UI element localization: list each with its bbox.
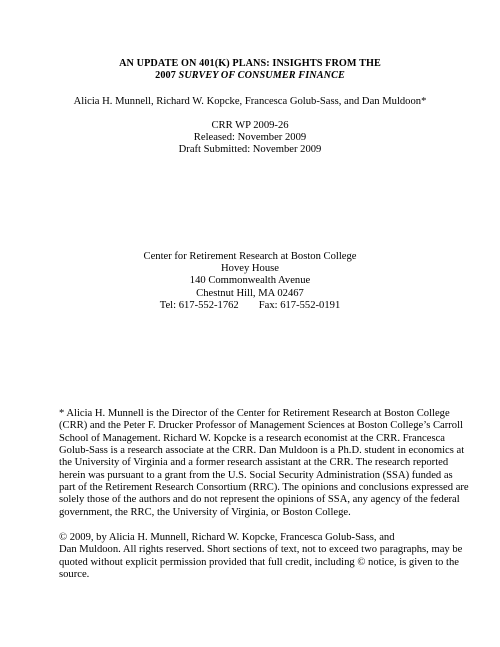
working-paper-number: CRR WP 2009-26 xyxy=(211,120,289,131)
title-line-2 xyxy=(0,70,500,82)
title-survey-name: SURVEY OF CONSUMER FINANCE xyxy=(178,70,345,81)
fax: Fax: 617-552-0191 xyxy=(258,299,341,311)
paper-title xyxy=(0,58,500,82)
footnote-line: government, the RRC, the University of Virginia, or Boston College. xyxy=(59,506,351,518)
footnote-line: herein was pursuant to a grant from the U.S. Social Security Administration (SSA) funded as xyxy=(59,469,453,481)
paper-metadata xyxy=(0,120,500,157)
copyright-line: © 2009, by Alicia H. Munnell, Richard W. Kopcke, Francesca Golub-Sass, and xyxy=(59,532,395,543)
title-line-1: AN UPDATE ON 401(K) PLANS: INSIGHTS FROM THE xyxy=(119,58,381,69)
city-state-zip: Chestnut Hill, MA 02467 xyxy=(196,287,304,299)
contact-numbers xyxy=(0,300,500,312)
author-footnote xyxy=(59,408,469,519)
footnote-line: part of the Retirement Research Consortium (RRC). The opinions and conclusions expressed are xyxy=(59,482,469,494)
copyright-notice xyxy=(59,532,463,581)
institution-name: Center for Retirement Research at Boston College xyxy=(143,251,357,262)
street-address: 140 Commonwealth Avenue xyxy=(189,275,311,287)
footnote-line: the University of Virginia and a former research assistant at the CRR. The research reported xyxy=(59,457,449,469)
footnote-line: Golub-Sass is a research associate at the CRR. Dan Muldoon is a Ph.D. student in economics at xyxy=(59,445,465,457)
footnote-line: solely those of the authors and do not represent the opinions of SSA, any agency of the federal xyxy=(59,494,460,506)
title-year: 2007 xyxy=(155,70,179,81)
footnote-line: * Alicia H. Munnell is the Director of the Center for Retirement Research at Boston College xyxy=(59,408,450,419)
footnote-line: (CRR) and the Peter F. Drucker Professor of Management Sciences at Boston College’s Carroll xyxy=(59,420,463,432)
telephone: Tel: 617-552-1762 xyxy=(159,299,239,311)
building-name: Hovey House xyxy=(221,263,279,275)
footnote-line: School of Management. Richard W. Kopcke is a research economist at the CRR. Francesca xyxy=(59,432,445,444)
copyright-line: source. xyxy=(59,569,90,581)
institution-address xyxy=(0,251,500,312)
copyright-line: quoted without explicit permission provided that full credit, including © notice, is given to the xyxy=(59,556,459,568)
copyright-line: Dan Muldoon. All rights reserved. Short sections of text, not to exceed two paragraphs, may be xyxy=(59,544,463,556)
draft-submitted-date: Draft Submitted: November 2009 xyxy=(178,144,322,156)
author-list: Alicia H. Munnell, Richard W. Kopcke, Francesca Golub-Sass, and Dan Muldoon* xyxy=(73,96,427,107)
release-date: Released: November 2009 xyxy=(193,132,307,144)
